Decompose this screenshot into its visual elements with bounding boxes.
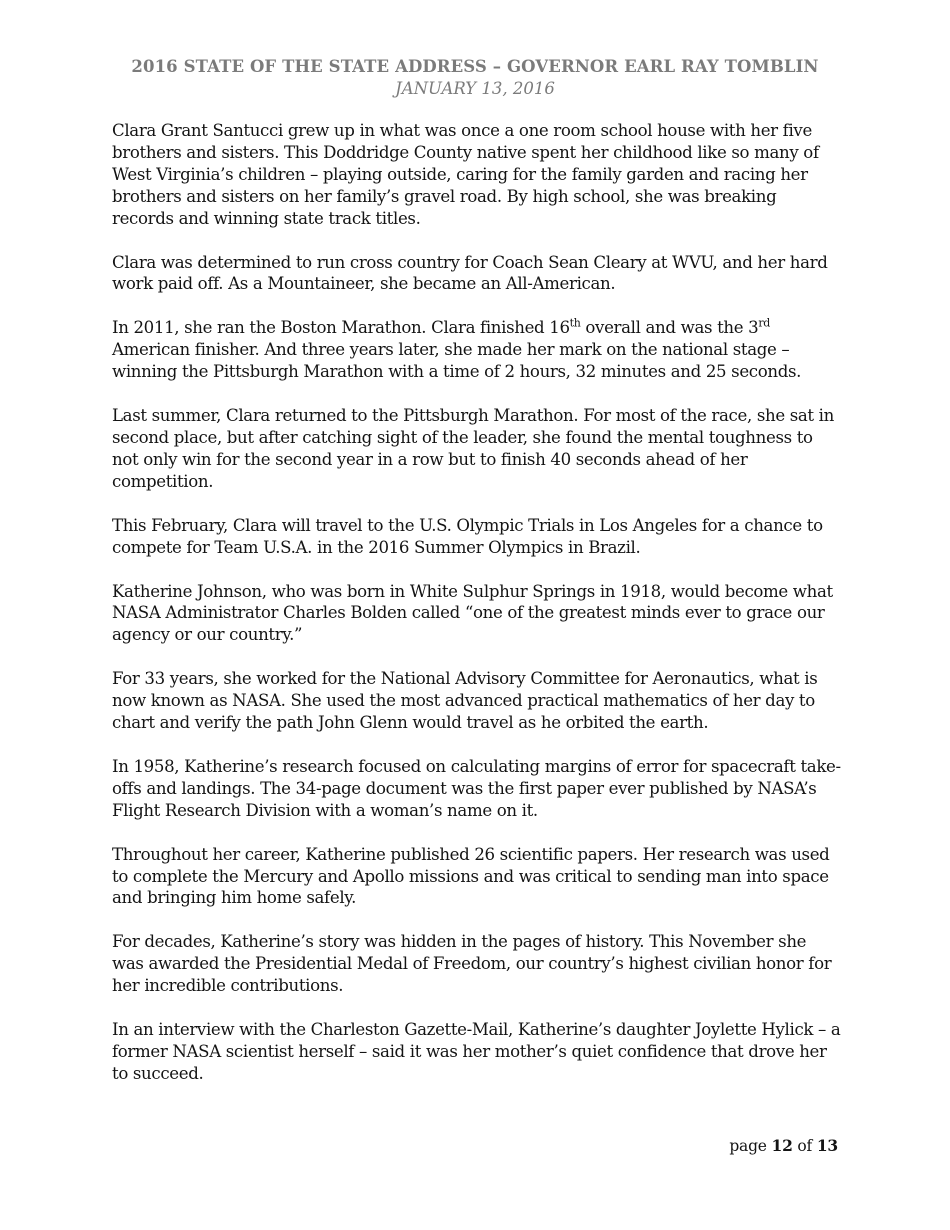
paragraph-2: Clara was determined to run cross country for Coach Sean Cleary at WVU, and her hard work paid off. As a Mountaineer, she became an All-American. (112, 252, 828, 294)
paragraph-4: Last summer, Clara returned to the Pittsburgh Marathon. For most of the race, she sat in second place, but after catching sight of the leader, she found the mental toughness to not only win for the second year in a row but to finish 40 seconds ahead of her competition. (112, 406, 834, 491)
paragraph-3-part-3: American finisher. And three years later, she made her mark on the national stage – winning the Pittsburgh Marathon with a time of 2 hours, 32 minutes and 25 seconds. (112, 340, 802, 382)
page-number-footer (729, 1136, 838, 1155)
of-word: of (797, 1137, 813, 1155)
paragraph-3 (112, 317, 842, 383)
paragraph-11: In an interview with the Charleston Gazette-Mail, Katherine’s daughter Joylette Hylick – a former NASA scientist herself – said it was her mother’s quiet confidence that drove her to succeed. (112, 1020, 841, 1083)
header-date: JANUARY 13, 2016 (395, 79, 555, 98)
ordinal-suffix-th: th (569, 316, 581, 330)
paragraph-10: For decades, Katherine’s story was hidden in the pages of history. This November she was awarded the Presidential Medal of Freedom, our country’s highest civilian honor for her incredible contributions. (112, 932, 832, 996)
ordinal-suffix-rd: rd (758, 316, 770, 330)
paragraph-3-part-2: overall and was the 3 (580, 318, 759, 338)
paragraph-9: Throughout her career, Katherine published 26 scientific papers. Her research was used to complete the Mercury and Apollo missions and was critical to sending man into space and bringing him home safely. (112, 844, 830, 908)
page-header (0, 56, 950, 100)
paragraph-8: In 1958, Katherine’s research focused on calculating margins of error for spacecraft take-offs and landings. The 34-page document was the first paper ever published by NASA’s Flight Research Division with a woman’s name on it. (112, 756, 841, 820)
total-pages-number: 13 (816, 1136, 838, 1155)
paragraph-3-part-1: In 2011, she ran the Boston Marathon. Clara finished 16 (112, 318, 570, 338)
paragraph-1: Clara Grant Santucci grew up in what was once a one room school house with her five brothers and sisters. This Doddridge County native spent her childhood like so many of West Virginia’s children – playing outside, caring for the family garden and racing her brothers and sisters on her family’s gravel road. By high school, she was breaking records and winning state track titles. (112, 121, 819, 228)
page-word: page (729, 1137, 767, 1155)
paragraph-6: Katherine Johnson, who was born in White Sulphur Springs in 1918, would become what NASA Administrator Charles Bolden called “one of the greatest minds ever to grace our agency or our country.” (112, 581, 833, 645)
document-body (112, 120, 842, 1107)
header-title: 2016 STATE OF THE STATE ADDRESS – GOVERNOR EARL RAY TOMBLIN (131, 57, 819, 76)
current-page-number: 12 (771, 1136, 793, 1155)
paragraph-5: This February, Clara will travel to the U.S. Olympic Trials in Los Angeles for a chance to compete for Team U.S.A. in the 2016 Summer Olympics in Brazil. (112, 515, 823, 557)
paragraph-7: For 33 years, she worked for the National Advisory Committee for Aeronautics, what is now known as NASA. She used the most advanced practical mathematics of her day to chart and verify the path John Glenn would travel as he orbited the earth. (112, 669, 818, 733)
